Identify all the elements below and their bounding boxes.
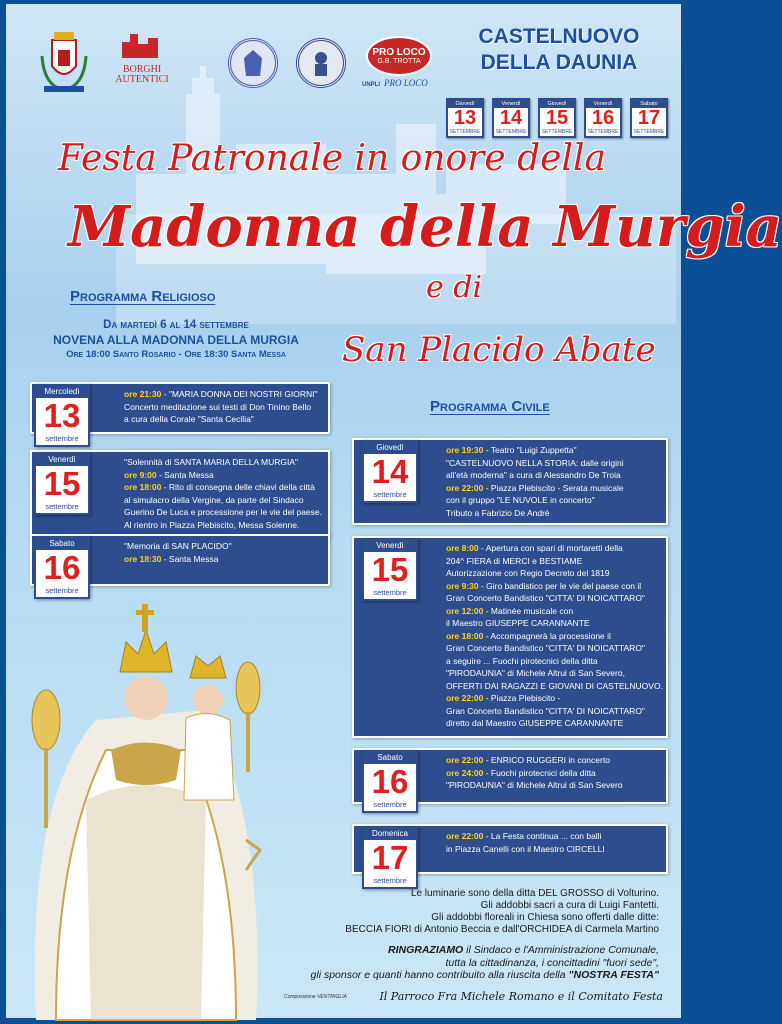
thanks-bold: RINGRAZIAMO [387, 944, 464, 956]
event-text: - Santa Messa [161, 553, 219, 564]
calendar-month: settembre [373, 800, 407, 809]
civile-event-line [446, 655, 658, 668]
civile-event-line [446, 580, 658, 593]
mini-date-month: SETTEMBRE [541, 129, 573, 135]
religioso-event-line [124, 481, 320, 494]
mini-date-number: 14 [499, 107, 523, 129]
event-time: ore 18:30 [124, 553, 162, 564]
civile-event-line [446, 605, 658, 618]
mini-date-day: Venerdì [586, 100, 620, 108]
thanks-rest: il Sindaco e l'Amministrazione Comunale, [463, 944, 659, 956]
calendar-month: settembre [45, 586, 79, 595]
civile-date-16 [362, 750, 418, 813]
event-text: - Giro bandistico per le vie del paese con il [478, 580, 642, 591]
civile-event-line [446, 542, 658, 555]
civile-event-line [446, 494, 658, 507]
event-text: 204^ FIERA di MERCI e BESTIAME [446, 555, 583, 566]
event-time: ore 12:00 [446, 605, 484, 616]
civile-event-line [446, 555, 658, 568]
event-text: Gran Concerto Bandistico "CITTA' DI NOICATTARO" [446, 643, 645, 653]
event-text: - Rito di consegna delle chiavi della città [161, 482, 315, 492]
religioso-event-line [124, 553, 320, 566]
event-time: ore 21:30 [124, 389, 162, 399]
calendar-number: 16 [371, 763, 409, 800]
civile-heading: Programma Civile [430, 398, 550, 415]
mini-date-number: 13 [453, 107, 477, 129]
civile-event-line [446, 754, 658, 767]
event-text: Gran Concerto Bandistico "CITTA' DI NOICATTARO" [446, 593, 645, 603]
religioso-event-line [124, 469, 320, 482]
event-text: - Accompagnerà la processione il [483, 630, 611, 641]
pro-loco-label: PRO LOCO [372, 46, 426, 58]
event-time: ore 24:00 [446, 767, 484, 778]
calendar-number: 17 [371, 839, 409, 876]
event-time: ore 18:00 [124, 482, 162, 492]
calendar-day: Sabato [36, 538, 88, 550]
castelnuovo-coat-of-arms-icon [38, 26, 90, 94]
civile-event-line [446, 507, 658, 520]
calendar-month: settembre [45, 502, 79, 511]
civile-event-line [446, 592, 658, 605]
calendar-day: Sabato [364, 752, 416, 764]
borghi-village-icon [114, 30, 170, 60]
calendar-day: Venerdì [36, 454, 88, 466]
event-text: "Solennità di SANTA MARIA DELLA MURGIA" [124, 457, 299, 467]
religioso-event-line [124, 494, 320, 507]
thanks-line-2: tutta la cittadinanza, i concittadini "fuori sede", [445, 956, 659, 969]
event-time: ore 22:00 [446, 693, 484, 703]
mini-date-14 [492, 98, 530, 138]
calendar-number: 15 [371, 551, 409, 588]
civile-event-line [446, 617, 658, 630]
event-text: - Apertura con spari di mortaretti della [478, 543, 623, 553]
event-text: - ENRICO RUGGERI in concerto [483, 755, 610, 765]
mini-date-day: Giovedì [540, 100, 574, 108]
composition-credit: Composizione VENTRIGLIA [284, 994, 347, 1000]
thanks-line-3 [311, 969, 659, 982]
religioso-event-line [124, 506, 320, 519]
religioso-event-line [124, 519, 320, 532]
event-text: - Piazza Plebiscito - [483, 693, 561, 703]
civile-event-line [446, 630, 658, 643]
civile-event-line [446, 692, 658, 705]
thanks-line-3b: "NOSTRA FESTA" [568, 969, 659, 981]
religioso-event-line [124, 388, 320, 401]
event-text: OFFERTI DAI RAGAZZI E GIOVANI DI CASTELNUOVO. [446, 680, 663, 691]
event-text: "PIRODAUNIA" di Michele Altrui di San Severo, [446, 668, 625, 678]
mini-date-15 [538, 98, 576, 138]
mini-date-month: SETTEMBRE [633, 129, 665, 135]
event-text: - La Festa continua ... con balli [483, 831, 602, 841]
religioso-date-15 [34, 452, 90, 515]
title-line-2: Madonna della Murgia [68, 194, 782, 260]
pro-loco-logo [366, 36, 432, 76]
event-text: Concerto meditazione sui testi di Don Tinino Bello [124, 401, 312, 412]
mini-date-day: Venerdì [494, 100, 528, 108]
borghi-label-2: AUTENTICI [115, 74, 169, 85]
event-time: ore 18:00 [446, 630, 484, 641]
civile-date-17 [362, 826, 418, 889]
event-text: - Santa Messa [156, 469, 214, 480]
civile-event-line [446, 717, 658, 730]
event-text: in Piazza Canelli con il Maestro CIRCELLI [446, 843, 605, 854]
civile-event-line [446, 667, 658, 680]
event-text: al simulacro della Vergine, da parte del Sindaco [124, 494, 304, 505]
pro-loco-name: G.B. TROTTA [377, 57, 421, 65]
religioso-date-13 [34, 384, 90, 447]
event-text: "CASTELNUOVO NELLA STORIA: dalle origini [446, 457, 624, 468]
event-text: il Maestro GIUSEPPE CARANNANTE [446, 618, 590, 628]
mini-date-month: SETTEMBRE [449, 129, 481, 135]
event-time: ore 8:00 [446, 543, 479, 553]
title-line-3: e di [426, 270, 483, 305]
event-time: ore 22:00 [446, 482, 484, 493]
civile-date-15 [362, 538, 418, 601]
religioso-event-line [124, 456, 320, 469]
civile-event-line [446, 457, 658, 470]
event-text: Autorizzazione con Regio Decreto del 1819 [446, 568, 610, 578]
event-text: Al rientro in Piazza Plebiscito, Messa Solenne. [124, 519, 300, 530]
event-time: ore 9:00 [124, 469, 157, 480]
mini-date-17 [630, 98, 668, 138]
poster-inner [6, 4, 782, 1018]
event-text: - Fuochi pirotecnici della ditta [483, 767, 596, 778]
confraternity-seal-icon [296, 38, 346, 88]
novena-times: Ore 18:00 Santo Rosario - Ore 18:30 Santa Messa [66, 349, 286, 360]
civile-event-line [446, 444, 658, 457]
mini-date-16 [584, 98, 622, 138]
credits-line-1: Le luminarie sono della ditta DEL GROSSO di Volturino. [410, 888, 659, 899]
civile-event-line [446, 779, 658, 792]
event-text: all'età moderna" a cura di Alessandro De Troia [446, 470, 621, 480]
mini-date-day: Sabato [632, 100, 666, 108]
event-text: diretto dal Maestro GIUSEPPE CARANNANTE [446, 718, 624, 728]
civile-event-line [446, 482, 658, 495]
civile-event-line [446, 642, 658, 655]
mini-date-day: Giovedì [448, 100, 482, 108]
civile-event-line [446, 469, 658, 482]
mini-date-number: 17 [637, 107, 661, 129]
civile-event-line [446, 680, 663, 693]
parish-seal-icon [228, 38, 278, 88]
calendar-day: Giovedì [364, 442, 416, 454]
town-name-line-2: DELLA DAUNIA [480, 51, 638, 74]
religioso-event-line [124, 413, 320, 426]
mini-date-number: 15 [545, 107, 569, 129]
calendar-number: 14 [371, 453, 409, 490]
title-line-1: Festa Patronale in onore della [58, 138, 606, 179]
religioso-event-line [124, 540, 320, 553]
event-text: Tributo a Fabrizio De Andrè [446, 507, 550, 518]
credits-line-2: Gli addobbi sacri a cura di Luigi Fantetti. [480, 900, 659, 911]
calendar-month: settembre [373, 490, 407, 499]
calendar-number: 13 [43, 397, 81, 434]
novena-title: NOVENA ALLA MADONNA DELLA MURGIA [53, 333, 299, 347]
event-text: con il gruppo "LE NUVOLE in concerto" [446, 495, 595, 505]
credits-line-3: Gli addobbi floreali in Chiesa sono offerti dalle ditte: [431, 912, 659, 923]
thanks-block [311, 944, 659, 982]
calendar-month: settembre [373, 588, 407, 597]
calendar-number: 15 [43, 465, 81, 502]
civile-event-line [446, 843, 658, 856]
novena-dates: Da martedì 6 al 14 settembre [103, 319, 249, 331]
borghi-autentici-logo [114, 30, 170, 90]
mini-date-13 [446, 98, 484, 138]
unpli-label: UNPLI [362, 82, 380, 88]
event-text: - Matinée musicale con [483, 605, 574, 616]
event-text: "PIRODAUNIA" di Michele Altrui di San Severo [446, 780, 623, 790]
event-time: ore 22:00 [446, 831, 484, 841]
calendar-day: Mercoledì [36, 386, 88, 398]
religioso-date-16 [34, 536, 90, 599]
borghi-label-1: BORGHI [122, 64, 162, 75]
event-time: ore 22:00 [446, 755, 484, 765]
title-line-4: San Placido Abate [342, 330, 656, 370]
mini-date-month: SETTEMBRE [495, 129, 527, 135]
calendar-day: Domenica [364, 828, 416, 840]
religioso-event-line [124, 401, 320, 414]
calendar-month: settembre [373, 876, 407, 885]
event-time: ore 9:30 [446, 580, 479, 591]
civile-event-line [446, 705, 658, 718]
religioso-heading: Programma Religioso [70, 288, 216, 305]
event-text: Gran Concerto Bandistico "CITTA' DI NOICATTARO" [446, 705, 645, 716]
event-text: a cura della Corale "Santa Cecilia" [124, 414, 254, 424]
thanks-line-1 [311, 944, 659, 957]
credits-line-4: BECCIA FIORI di Antonio Beccia e dall'ORCHIDEA di Carmela Martino [345, 924, 659, 935]
civile-date-14 [362, 440, 418, 503]
civile-event-line [446, 830, 658, 843]
event-text: Guerino De Luca e processione per le vie del paese. [124, 507, 322, 517]
mini-date-number: 16 [591, 107, 615, 129]
madonna-statue-image [16, 600, 276, 1020]
calendar-day: Venerdì [364, 540, 416, 552]
novena-info [26, 318, 326, 362]
credits-block [345, 888, 659, 936]
event-text: - Piazza Plebiscito - Serata musicale [483, 482, 624, 493]
proloco-secondary-label: PRO LOCO [384, 78, 428, 88]
event-text: a seguire ... Fuochi pirotecnici della ditta [446, 655, 598, 666]
civile-event-line [446, 567, 658, 580]
town-name-line-1: CASTELNUOVO [478, 25, 640, 48]
mini-date-month: SETTEMBRE [587, 129, 619, 135]
calendar-number: 16 [43, 549, 81, 586]
event-text: - Teatro "Luigi Zuppetta" [483, 445, 577, 455]
civile-event-line [446, 767, 658, 780]
event-time: ore 19:30 [446, 445, 484, 455]
event-text: "Memoria di SAN PLACIDO" [124, 541, 232, 551]
event-text: - "MARIA DONNA DEI NOSTRI GIORNI" [161, 389, 318, 399]
town-name [456, 24, 662, 76]
thanks-line-3a: gli sponsor e quanti hanno contribuito alla riuscita della [310, 969, 569, 981]
calendar-month: settembre [45, 434, 79, 443]
signature: Il Parroco Fra Michele Romano e il Comitato Festa [379, 990, 663, 1003]
